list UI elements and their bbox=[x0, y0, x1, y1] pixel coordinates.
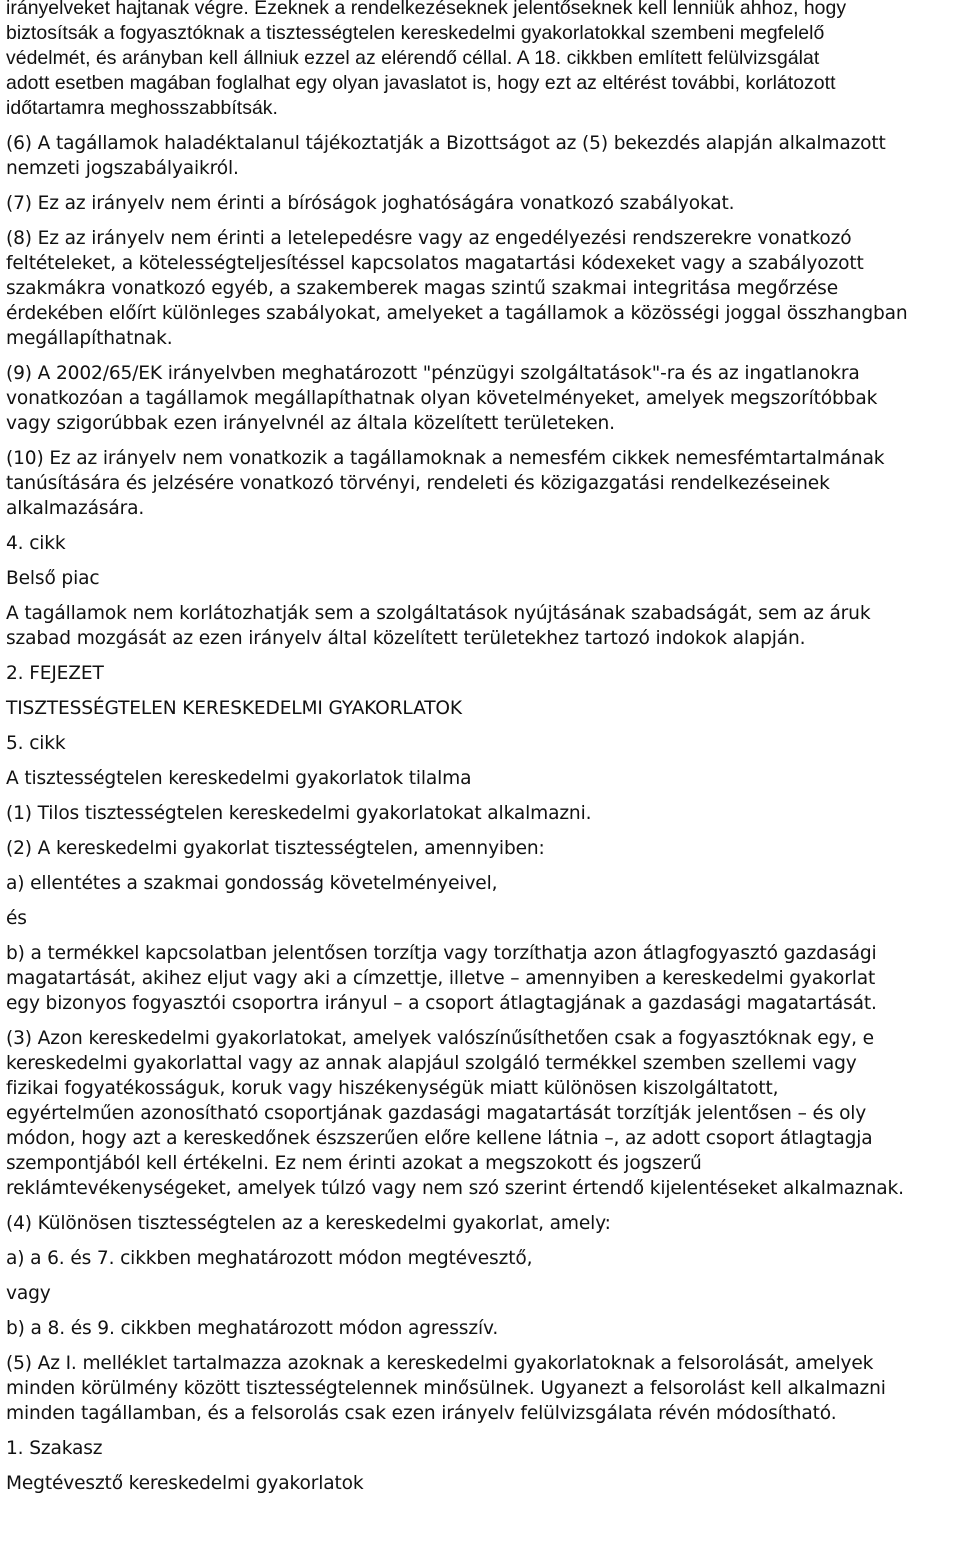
chapter-2-heading: 2. FEJEZET bbox=[6, 663, 104, 684]
point-b bbox=[6, 941, 954, 1016]
text-line: kereskedelmi gyakorlattal vagy az annak alapjául szolgáló termékkel szemben szellemi vagy bbox=[6, 1053, 857, 1074]
text-line: szakmákra vonatkozó egyéb, a szakemberek magas szintű szakmai integritása megőrzése bbox=[6, 278, 839, 299]
text-line: minden körülmény között tisztességtelennek minősülnek. Ugyanezt a felsorolást kell alkalmazni bbox=[6, 1378, 886, 1399]
text-line: (5) Az I. melléklet tartalmazza azoknak a kereskedelmi gyakorlatoknak a felsorolását, amelyek bbox=[6, 1353, 874, 1374]
text-line: A tagállamok nem korlátozhatják sem a szolgáltatások nyújtásának szabadságát, sem az áruk bbox=[6, 603, 871, 624]
text-line: módon, hogy azt a kereskedőnek észszerűen előre kellene látnia –, az adott csoport átlagtagja bbox=[6, 1128, 873, 1149]
text-line: feltételeket, a kötelességteljesítéssel kapcsolatos magatartási kódexeket vagy a szabályozott bbox=[6, 253, 864, 274]
text-line: alkalmazására. bbox=[6, 498, 145, 519]
article-4-text bbox=[6, 601, 954, 651]
text-line: szabad mozgását az ezen irányelv által közelített területekhez tartozó indokok alapján. bbox=[6, 628, 806, 649]
text-line: biztosítsák a fogyasztóknak a tisztességtelen kereskedelmi gyakorlatokkal szembeni megfelelő bbox=[6, 22, 825, 44]
text-line: reklámtevékenységeket, amelyek túlzó vagy nem szó szerint értendő kijelentéseket alkalmaznak. bbox=[6, 1178, 904, 1199]
text-line: (7) Ez az irányelv nem érinti a bíróságok joghatóságára vonatkozó szabályokat. bbox=[6, 193, 735, 214]
text-line: irányelveket hajtanak végre. Ezeknek a rendelkezéseknek jelentőseknek kell lenniük ahhoz, hogy bbox=[6, 0, 847, 19]
paragraph-10 bbox=[6, 446, 954, 521]
text-line: megállapíthatnak. bbox=[6, 328, 173, 349]
text-line: vagy szigorúbbak ezen irányelvnél az általa közelített területeken. bbox=[6, 413, 615, 434]
point-4a: a) a 6. és 7. cikkben meghatározott módon megtévesztő, bbox=[6, 1248, 533, 1269]
text-line: érdekében előírt különleges szabályokat, amelyeket a tagállamok a közösségi joggal összhangban bbox=[6, 303, 908, 324]
document-page bbox=[6, 0, 954, 1496]
text-line: nemzeti jogszabályaikról. bbox=[6, 158, 239, 179]
text-line: (3) Azon kereskedelmi gyakorlatokat, amelyek valószínűsíthetően csak a fogyasztóknak egy, e bbox=[6, 1028, 874, 1049]
text-line: egyértelműen azonosítható csoportjának gazdasági magatartását torzítják jelentősen – és oly bbox=[6, 1103, 867, 1124]
article-5-heading: 5. cikk bbox=[6, 733, 66, 754]
text-line: minden tagállamban, és a felsorolás csak ezen irányelv felülvizsgálata révén módosítható. bbox=[6, 1403, 837, 1424]
article-5-paragraph-1: (1) Tilos tisztességtelen kereskedelmi gyakorlatokat alkalmazni. bbox=[6, 803, 592, 824]
text-line: egy bizonyos fogyasztói csoportra irányul – a csoport átlagtagjának a gazdasági magatartását. bbox=[6, 993, 877, 1014]
text-line: (6) A tagállamok haladéktalanul tájékoztatják a Bizottságot az (5) bekezdés alapján alkalmazott bbox=[6, 133, 886, 154]
article-5-title: A tisztességtelen kereskedelmi gyakorlatok tilalma bbox=[6, 768, 472, 789]
section-1-heading: 1. Szakasz bbox=[6, 1438, 103, 1459]
text-line: védelmét, és arányban kell állniuk ezzel az elérendő céllal. A 18. cikkben említett felülvizsgálat bbox=[6, 47, 820, 69]
article-4-heading: 4. cikk bbox=[6, 533, 66, 554]
article-5-paragraph-5 bbox=[6, 1351, 954, 1426]
article-5-paragraph-3 bbox=[6, 1026, 954, 1201]
text-line: szempontjából kell értékelni. Ez nem érinti azokat a megszokott és jogszerű bbox=[6, 1153, 702, 1174]
text-line: (9) A 2002/65/EK irányelvben meghatározott "pénzügyi szolgáltatások"-ra és az ingatlanokra bbox=[6, 363, 860, 384]
point-4b: b) a 8. és 9. cikkben meghatározott módon agresszív. bbox=[6, 1318, 499, 1339]
point-a: a) ellentétes a szakmai gondosság követelményeivel, bbox=[6, 873, 498, 894]
conjunction-es: és bbox=[6, 908, 27, 929]
text-line: b) a termékkel kapcsolatban jelentősen torzítja vagy torzíthatja azon átlagfogyasztó gazdasági bbox=[6, 943, 877, 964]
text-line: (10) Ez az irányelv nem vonatkozik a tagállamoknak a nemesfém cikkek nemesfémtartalmának bbox=[6, 448, 885, 469]
paragraph-7 bbox=[6, 191, 954, 216]
paragraph-9 bbox=[6, 361, 954, 436]
paragraph-5-continuation bbox=[6, 0, 954, 121]
paragraph-8 bbox=[6, 226, 954, 351]
text-line: tanúsítására és jelzésére vonatkozó törvényi, rendeleti és közigazgatási rendelkezéseinek bbox=[6, 473, 830, 494]
text-line: vonatkozóan a tagállamok megállapíthatnak olyan követelményeket, amelyek megszorítóbbak bbox=[6, 388, 878, 409]
section-1-title: Megtévesztő kereskedelmi gyakorlatok bbox=[6, 1473, 364, 1494]
text-line: magatartását, akihez eljut vagy aki a címzettje, illetve – amennyiben a kereskedelmi gyakorlat bbox=[6, 968, 876, 989]
text-line: adott esetben magában foglalhat egy olyan javaslatot is, hogy ezt az eltérést további, korlátozott bbox=[6, 72, 836, 94]
conjunction-vagy: vagy bbox=[6, 1283, 51, 1304]
text-line: időtartamra meghosszabbítsák. bbox=[6, 97, 278, 119]
paragraph-6 bbox=[6, 131, 954, 181]
chapter-2-title: TISZTESSÉGTELEN KERESKEDELMI GYAKORLATOK bbox=[6, 698, 462, 719]
text-line: (8) Ez az irányelv nem érinti a letelepedésre vagy az engedélyezési rendszerekre vonatkozó bbox=[6, 228, 852, 249]
article-5-paragraph-4: (4) Különösen tisztességtelen az a kereskedelmi gyakorlat, amely: bbox=[6, 1213, 611, 1234]
article-4-title: Belső piac bbox=[6, 568, 100, 589]
text-line: fizikai fogyatékosságuk, koruk vagy hiszékenységük miatt különösen kiszolgáltatott, bbox=[6, 1078, 779, 1099]
article-5-paragraph-2: (2) A kereskedelmi gyakorlat tisztességtelen, amennyiben: bbox=[6, 838, 545, 859]
